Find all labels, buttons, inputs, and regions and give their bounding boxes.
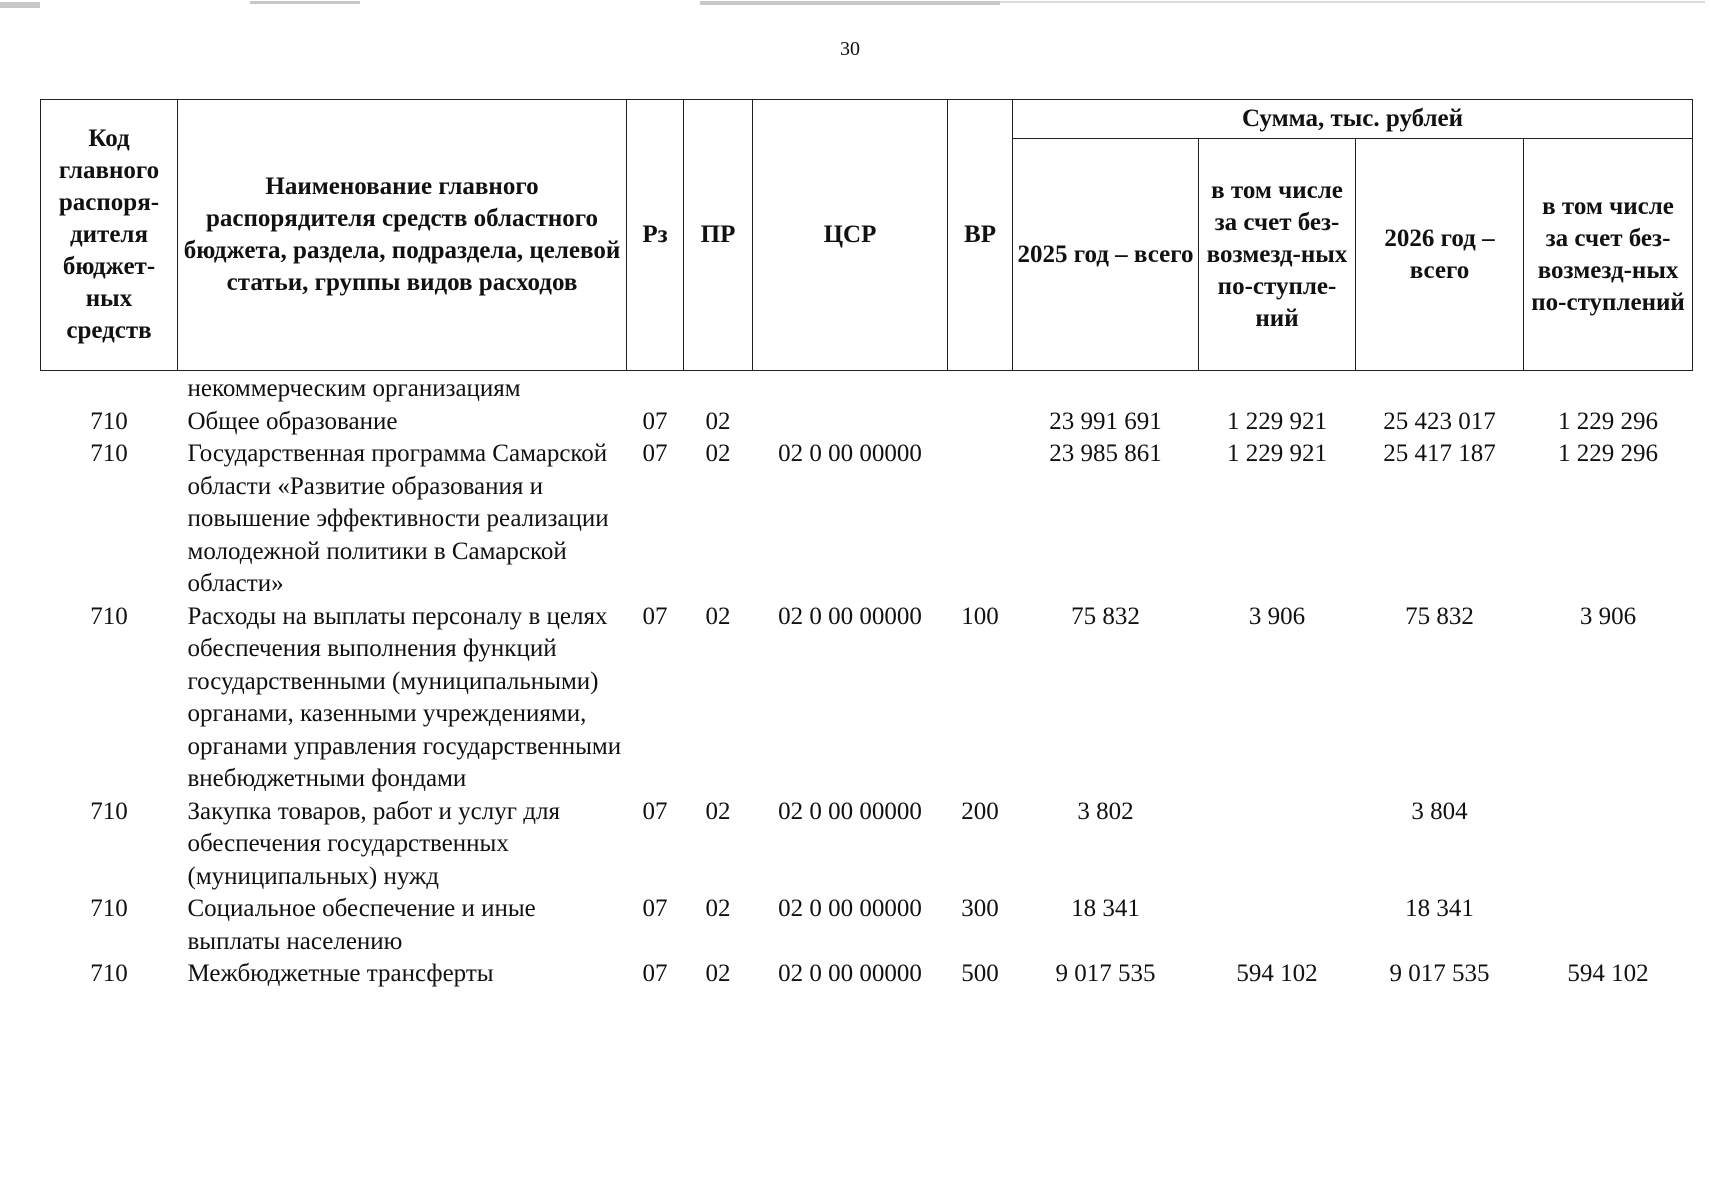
cell-rz: 07 (642, 895, 668, 922)
scan-artifact (0, 2, 40, 8)
cell-2025-total: 23 985 861 (1049, 440, 1162, 467)
table-row (41, 893, 1693, 958)
cell-pr: 02 (705, 797, 731, 825)
table-body (41, 371, 1693, 991)
header-2025-grants: в том числе за счет без-возмезд-ных по-ступле-ний (1199, 139, 1356, 371)
cell-name: Закупка товаров, работ и услуг для обеспечения государственных (муниципальных) нужд (187, 797, 560, 890)
cell-name: некоммерческим организациям (187, 375, 521, 402)
cell-vr: 100 (961, 602, 999, 630)
cell-2025-total: 3 802 (1077, 797, 1134, 825)
cell-code: 710 (90, 960, 128, 987)
cell-vr: 500 (961, 960, 999, 987)
cell-vr: 200 (961, 797, 999, 825)
header-vr: ВР (948, 100, 1013, 371)
cell-csr: 02 0 00 00000 (778, 602, 922, 630)
table-row (41, 601, 1693, 796)
cell-rz: 07 (642, 407, 668, 435)
cell-csr: 02 0 00 00000 (778, 960, 922, 987)
header-2025-total: 2025 год – всего (1013, 139, 1199, 371)
header-2026-total: 2026 год – всего (1356, 139, 1524, 371)
cell-vr (948, 406, 1013, 439)
cell-csr (753, 406, 948, 439)
budget-table (40, 99, 1693, 991)
cell-code (41, 371, 178, 406)
cell-pr (684, 371, 753, 406)
cell-2026-grants: 3 906 (1579, 602, 1637, 630)
table-row (41, 406, 1693, 439)
cell-2026-total: 3 804 (1411, 797, 1468, 825)
cell-csr: 02 0 00 00000 (778, 895, 922, 922)
cell-2026-total: 9 017 535 (1389, 960, 1490, 987)
cell-vr (948, 371, 1013, 406)
cell-2026-grants: 1 229 296 (1558, 440, 1659, 467)
cell-pr: 02 (705, 895, 731, 922)
cell-name: Общее образование (187, 407, 398, 435)
header-2026-grants: в том числе за счет без-возмезд-ных по-ступлений (1524, 139, 1693, 371)
cell-code: 710 (90, 602, 128, 630)
cell-2026-total: 25 423 017 (1383, 407, 1496, 435)
cell-rz (627, 371, 684, 406)
cell-vr (948, 438, 1013, 601)
header-code: Код главного распоря-дителя бюджет-ных средств (41, 100, 178, 371)
cell-csr: 02 0 00 00000 (778, 440, 922, 467)
header-name: Наименование главного распорядителя средств областного бюджета, раздела, подраздела, целевой статьи, группы видов расходов (178, 100, 627, 371)
cell-2025-grants: 1 229 921 (1227, 407, 1327, 435)
cell-rz: 07 (642, 797, 668, 825)
cell-2026-grants (1524, 893, 1693, 958)
header-rz: Рз (627, 100, 684, 371)
cell-vr: 300 (961, 895, 999, 922)
cell-csr: 02 0 00 00000 (778, 797, 922, 825)
cell-2025-grants: 3 906 (1248, 602, 1306, 630)
cell-2025-grants (1199, 893, 1356, 958)
scan-artifact (1000, 1, 1705, 3)
cell-name: Расходы на выплаты персоналу в целях обеспечения выполнения функций государственными (муниципальными) органами, казенными учреждениями, органами управления государственными внебюджетными фондами (187, 602, 622, 792)
cell-2025-grants (1199, 796, 1356, 894)
scan-artifact (700, 1, 1000, 5)
cell-2025-total: 23 991 691 (1049, 407, 1162, 435)
cell-pr: 02 (705, 440, 731, 467)
table-row (41, 796, 1693, 894)
cell-code: 710 (90, 895, 128, 922)
cell-2026-total: 75 832 (1405, 602, 1474, 630)
cell-csr (753, 371, 948, 406)
cell-2025-total: 9 017 535 (1055, 960, 1156, 987)
cell-rz: 07 (642, 960, 668, 987)
cell-2025-grants (1199, 371, 1356, 406)
header-sum-title: Сумма, тыс. рублей (1013, 100, 1693, 139)
cell-2025-grants: 594 102 (1236, 960, 1318, 987)
table-row (41, 438, 1693, 601)
cell-pr: 02 (705, 602, 731, 630)
cell-2025-total: 18 341 (1071, 895, 1140, 922)
scan-artifact (250, 1, 360, 4)
cell-name: Межбюджетные трансферты (187, 960, 494, 987)
cell-2026-total (1356, 371, 1524, 406)
table-row (41, 958, 1693, 991)
cell-pr: 02 (705, 407, 731, 435)
cell-2025-total (1013, 371, 1199, 406)
cell-pr: 02 (705, 960, 731, 987)
cell-2025-total: 75 832 (1071, 602, 1140, 630)
cell-2025-grants: 1 229 921 (1227, 440, 1327, 467)
cell-code: 710 (90, 407, 128, 435)
cell-2026-total: 18 341 (1405, 895, 1474, 922)
cell-2026-grants (1524, 371, 1693, 406)
cell-name: Государственная программа Самарской области «Развитие образования и повышение эффективности реализации молодежной политики в Самарской области» (187, 440, 609, 597)
cell-2026-grants: 594 102 (1567, 960, 1649, 987)
cell-2026-total: 25 417 187 (1383, 440, 1496, 467)
cell-name: Социальное обеспечение и иные выплаты населению (187, 895, 536, 955)
cell-2026-grants: 1 229 296 (1558, 407, 1659, 435)
cell-code: 710 (90, 797, 128, 825)
table-row (41, 371, 1693, 406)
cell-code: 710 (90, 440, 128, 467)
header-csr: ЦСР (753, 100, 948, 371)
header-pr: ПР (684, 100, 753, 371)
cell-rz: 07 (642, 602, 668, 630)
cell-2026-grants (1524, 796, 1693, 894)
page-number: 30 (840, 38, 860, 60)
cell-rz: 07 (642, 440, 668, 467)
